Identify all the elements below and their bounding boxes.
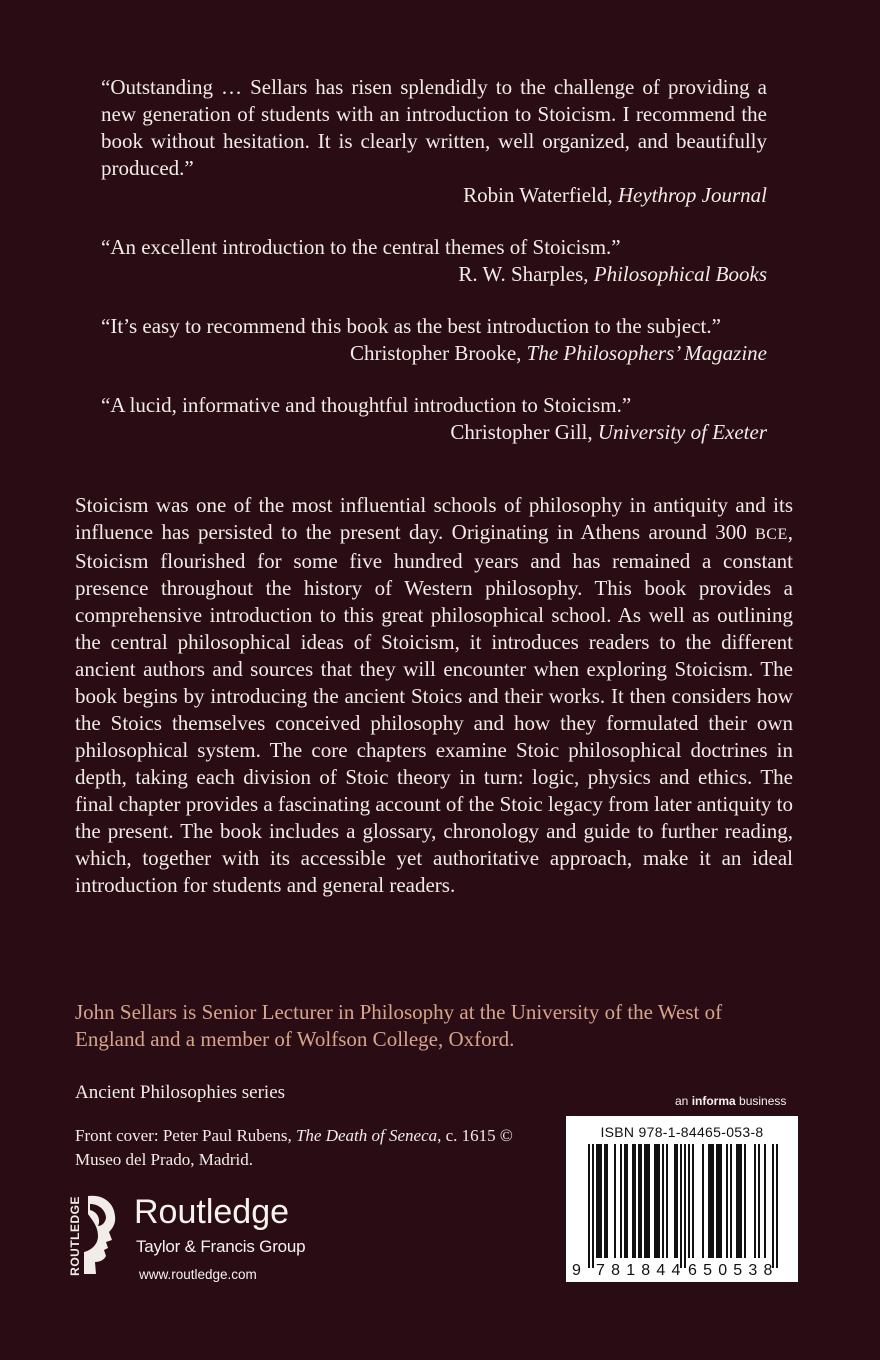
series-name: Ancient Philosophies series <box>75 1082 286 1103</box>
barcode-bar <box>718 1144 720 1258</box>
barcode-bar <box>592 1144 594 1268</box>
isbn-label: ISBN 978-1-84465-053-8 <box>600 1124 764 1140</box>
cover-credit-prefix: Front cover: Peter Paul Rubens, <box>75 1126 296 1145</box>
barcode-first-digit: 9 <box>572 1262 581 1279</box>
informa-brand: informa <box>691 1094 736 1108</box>
barcode-bar <box>598 1144 600 1258</box>
barcode-right-digits: 650538 <box>688 1262 779 1279</box>
barcode-bar <box>758 1144 760 1258</box>
routledge-head-profile-icon <box>68 1192 124 1276</box>
barcode-bar <box>754 1144 756 1258</box>
barcode-bar <box>624 1144 626 1258</box>
publisher-group: Taylor & Francis Group <box>136 1237 306 1256</box>
ean13-barcode-icon <box>566 1144 798 1268</box>
cover-credit <box>75 1124 555 1172</box>
barcode-bar <box>638 1144 640 1258</box>
blurb-attribution <box>101 182 767 209</box>
barcode-bar <box>662 1144 664 1258</box>
informa-tagline <box>675 1094 786 1108</box>
informa-suffix: business <box>735 1094 787 1108</box>
barcode-bar <box>596 1144 598 1258</box>
barcode-bar <box>710 1144 712 1258</box>
barcode-bar <box>656 1144 658 1258</box>
barcode-left-digits: 781844 <box>596 1262 687 1279</box>
barcode-bar <box>654 1144 656 1258</box>
blurb-author: Christopher Gill, <box>450 420 598 444</box>
barcode-bar <box>600 1144 602 1258</box>
blurb-attribution <box>101 419 767 446</box>
barcode-bar <box>738 1144 740 1258</box>
barcode-bar <box>726 1144 728 1258</box>
barcode-bar <box>614 1144 616 1258</box>
barcode-bar <box>604 1144 606 1258</box>
informa-prefix: an <box>675 1094 692 1108</box>
blurb-source: University of Exeter <box>597 420 767 444</box>
description-part-2: , Stoicism flourished for some five hundred years and has remained a constant presence throughout the history of Western philosophy. This book provides a comprehensive introduction to this great philosophical school. As well as outlining the central philosophical ideas of Stoicism, it introduces readers to the different ancient authors and sources that they will encounter when exploring Stoicism. The book begins by introducing the ancient Stoics and their works. It then considers how the Stoics themselves conceived philosophy and how they formulated their own philosophical system. The core chapters examine Stoic philosophical doctrines in depth, taking each division of Stoic theory in turn: logic, physics and ethics. The final chapter provides a fascinating account of the Stoic legacy from later antiquity to the present. The book includes a glossary, chronology and guide to further reading, which, together with its accessible yet authoritative approach, make it an ideal introduction for students and general readers. <box>75 520 793 897</box>
publisher-vertical-label: ROUTLEDGE <box>68 1196 82 1276</box>
barcode-bar <box>634 1144 636 1258</box>
blurb-3 <box>101 313 767 367</box>
book-description <box>75 492 793 899</box>
barcode-bar <box>588 1144 590 1268</box>
blurb-quote: “Outstanding … Sellars has risen splendidly to the challenge of providing a new generation of students with an introduction to Stoicism. I recommend the book without hesitation. It is clearly written, well organized, and beautifully produced.” <box>101 75 767 180</box>
barcode-bar <box>684 1144 686 1268</box>
barcode-bar <box>712 1144 714 1258</box>
blurb-source: Heythrop Journal <box>617 183 767 207</box>
barcode-bar <box>658 1144 660 1258</box>
publisher-block <box>68 1190 368 1290</box>
publisher-name: Routledge <box>134 1193 290 1231</box>
blurb-1 <box>101 74 767 209</box>
blurb-author: Robin Waterfield, <box>463 183 618 207</box>
publisher-url: www.routledge.com <box>139 1267 257 1282</box>
barcode-bar <box>644 1144 646 1258</box>
barcode-bar <box>772 1144 774 1268</box>
cover-credit-suffix: , c. 1615 © Museo del Prado, Madrid. <box>75 1126 513 1169</box>
barcode-bar <box>716 1144 718 1258</box>
barcode-bar <box>688 1144 690 1258</box>
barcode-bar <box>692 1144 694 1258</box>
barcode-bar <box>632 1144 634 1258</box>
barcode-bar <box>776 1144 778 1268</box>
author-bio: John Sellars is Senior Lecturer in Philosophy at the University of the West of England and a member of Wolfson College, Oxford. <box>75 1000 723 1051</box>
barcode-bar <box>720 1144 722 1258</box>
isbn-barcode-box <box>566 1116 798 1282</box>
blurb-source: Philosophical Books <box>593 262 767 286</box>
cover-artwork-title: The Death of Seneca <box>295 1126 438 1145</box>
description-part-1: Stoicism was one of the most influential schools of philosophy in antiquity and its influence has persisted to the present day. Originating in Athens around 300 <box>75 493 793 544</box>
barcode-bar <box>640 1144 642 1258</box>
barcode-bar <box>744 1144 746 1258</box>
barcode-bar <box>666 1144 668 1258</box>
barcode-bar <box>702 1144 704 1258</box>
blurb-2 <box>101 234 767 288</box>
blurb-4 <box>101 392 767 446</box>
barcode-bar <box>646 1144 648 1258</box>
barcode-bar <box>740 1144 742 1258</box>
review-blurbs <box>101 74 767 471</box>
barcode-bar <box>674 1144 676 1258</box>
blurb-quote: “An excellent introduction to the central themes of Stoicism.” <box>101 235 621 259</box>
barcode-bar <box>648 1144 650 1258</box>
blurb-author: Christopher Brooke, <box>349 341 527 365</box>
barcode-bar <box>606 1144 608 1258</box>
barcode-bar <box>730 1144 732 1258</box>
barcode-bar <box>676 1144 678 1258</box>
barcode-bar <box>764 1144 766 1258</box>
blurb-source: The Philosophers’ Magazine <box>526 341 767 365</box>
blurb-attribution <box>350 340 767 367</box>
blurb-attribution <box>101 261 767 288</box>
barcode-bar <box>626 1144 628 1258</box>
barcode-bar <box>736 1144 738 1258</box>
blurb-quote: “It’s easy to recommend this book as the best introduction to the subject.” <box>101 314 721 338</box>
barcode-bar <box>708 1144 710 1258</box>
barcode-bar <box>680 1144 682 1268</box>
blurb-quote: “A lucid, informative and thoughtful introduction to Stoicism.” <box>101 393 632 417</box>
barcode-bar <box>620 1144 622 1258</box>
blurb-author: R. W. Sharples, <box>458 262 594 286</box>
era-abbreviation: BCE <box>755 526 788 543</box>
